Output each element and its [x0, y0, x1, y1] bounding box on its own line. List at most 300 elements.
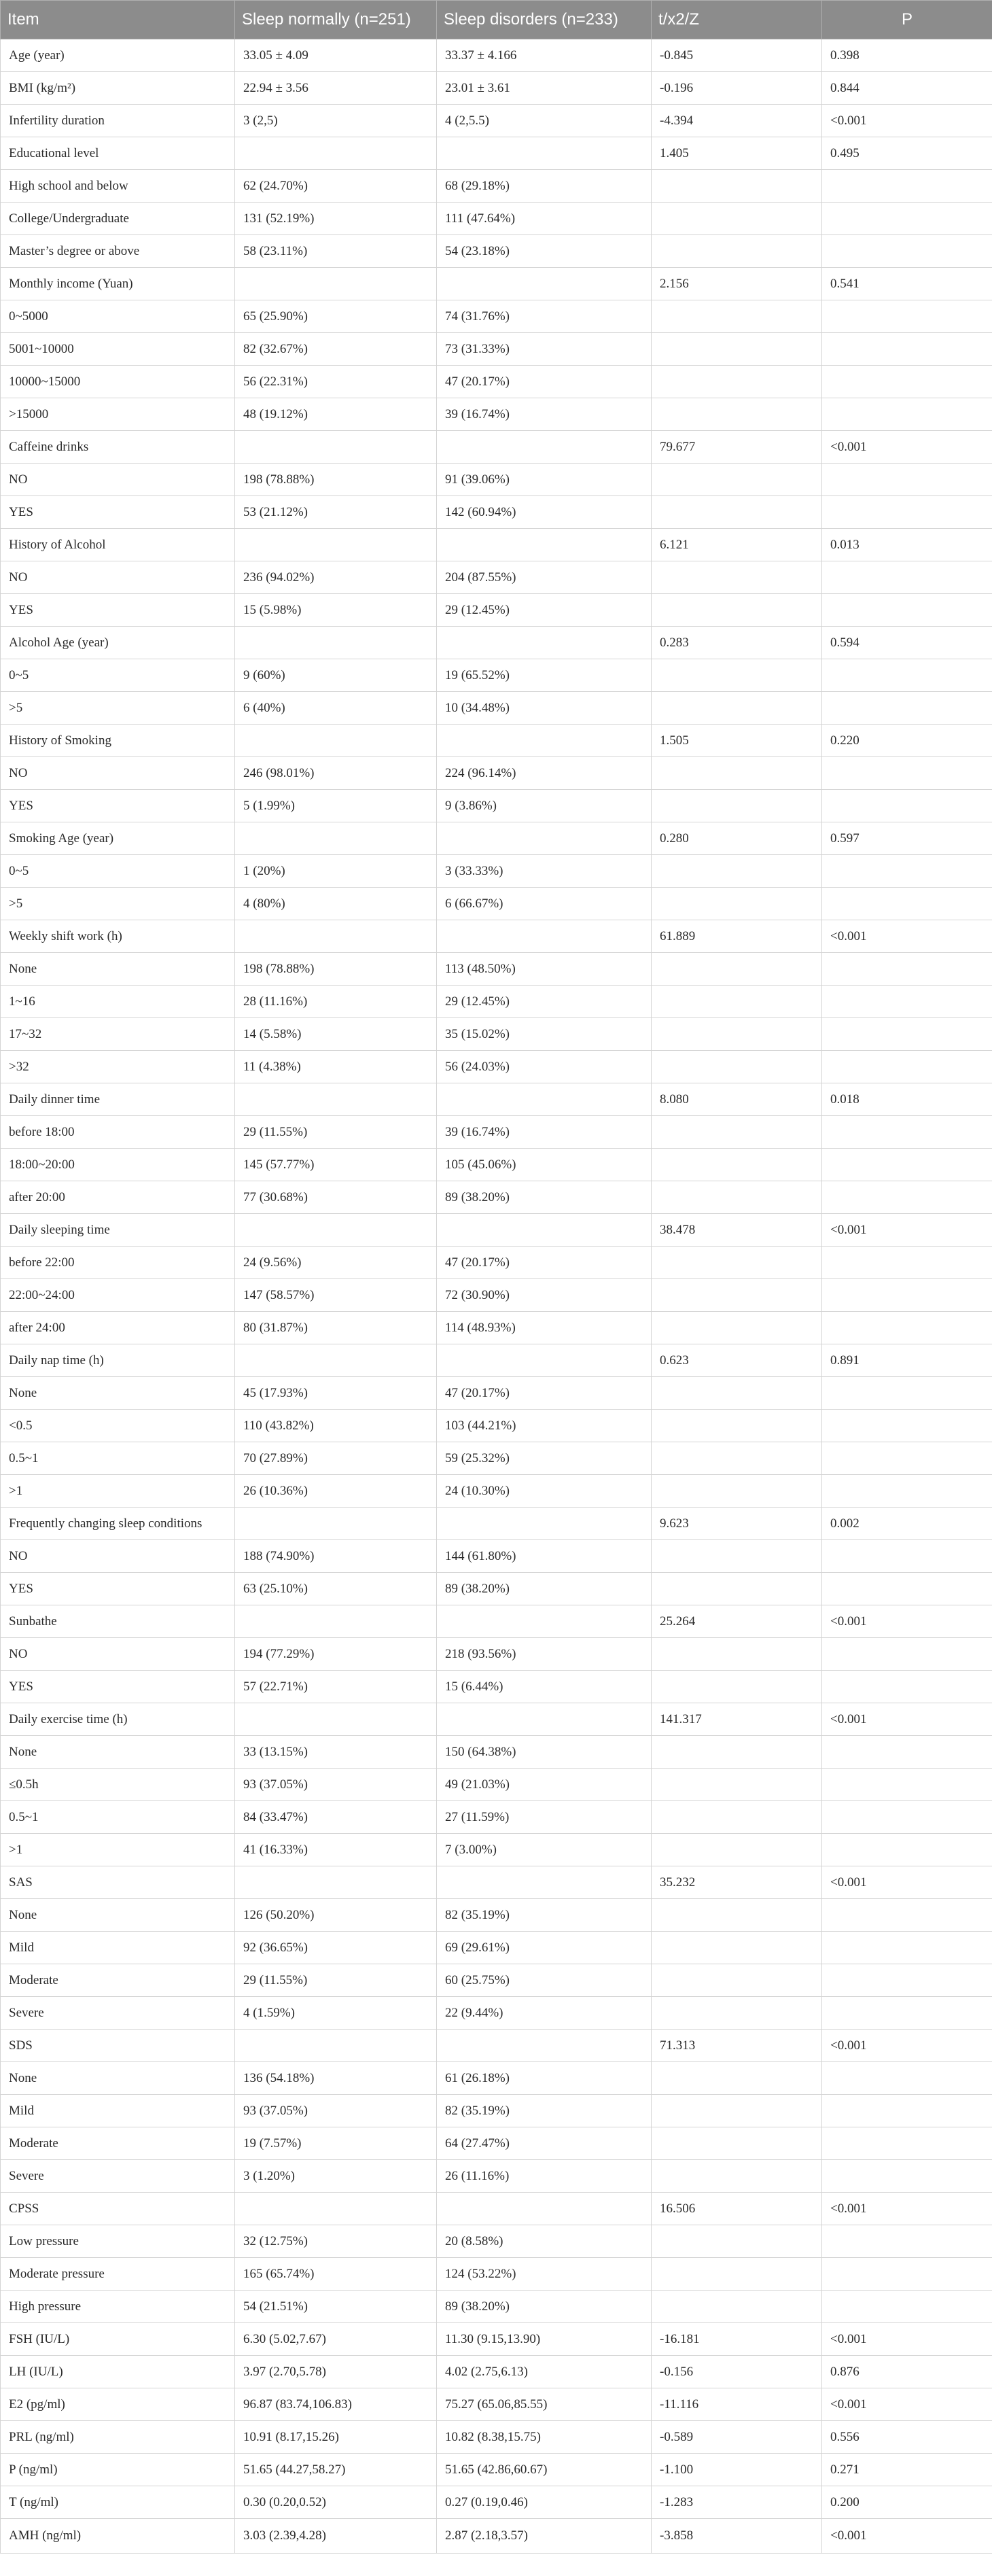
- cell-p-value: [822, 692, 992, 725]
- cell-p-value: [822, 1964, 992, 1997]
- cell-statistic: [652, 1540, 822, 1573]
- cell-statistic: 35.232: [652, 1866, 822, 1899]
- cell-item: Weekly shift work (h): [1, 920, 235, 953]
- cell-item: YES: [1, 790, 235, 822]
- header-sleep-normally: Sleep normally (n=251): [235, 1, 437, 39]
- cell-sleep-disorders: 22 (9.44%): [437, 1997, 652, 2030]
- cell-sleep-disorders: 204 (87.55%): [437, 561, 652, 594]
- table-body: [1, 39, 992, 2554]
- cell-sleep-disorders: 15 (6.44%): [437, 1671, 652, 1703]
- cell-statistic: [652, 855, 822, 888]
- cell-sleep-normally: 45 (17.93%): [235, 1377, 437, 1410]
- cell-item: Caffeine drinks: [1, 431, 235, 464]
- cell-sleep-normally: 84 (33.47%): [235, 1801, 437, 1834]
- cell-p-value: [822, 1769, 992, 1801]
- table-row: [1, 2421, 992, 2454]
- cell-sleep-disorders: 73 (31.33%): [437, 333, 652, 366]
- cell-p-value: 0.876: [822, 2356, 992, 2388]
- cell-sleep-normally: 110 (43.82%): [235, 1410, 437, 1442]
- table-row: [1, 1279, 992, 1312]
- cell-sleep-disorders: [437, 2030, 652, 2062]
- cell-sleep-normally: [235, 1214, 437, 1247]
- cell-p-value: [822, 757, 992, 790]
- cell-sleep-disorders: 218 (93.56%): [437, 1638, 652, 1671]
- cell-statistic: [652, 1801, 822, 1834]
- cell-item: PRL (ng/ml): [1, 2421, 235, 2454]
- cell-p-value: [822, 1149, 992, 1181]
- cell-sleep-normally: 29 (11.55%): [235, 1116, 437, 1149]
- table-row: [1, 1051, 992, 1083]
- table-row: [1, 986, 992, 1018]
- cell-sleep-normally: 26 (10.36%): [235, 1475, 437, 1508]
- cell-sleep-disorders: 47 (20.17%): [437, 366, 652, 398]
- cell-p-value: [822, 170, 992, 203]
- table-row: [1, 1671, 992, 1703]
- cell-sleep-normally: 10.91 (8.17,15.26): [235, 2421, 437, 2454]
- cell-sleep-disorders: [437, 920, 652, 953]
- table-row: [1, 2193, 992, 2225]
- table-row: [1, 1508, 992, 1540]
- cell-item: YES: [1, 1671, 235, 1703]
- table-row: [1, 1442, 992, 1475]
- cell-sleep-disorders: 20 (8.58%): [437, 2225, 652, 2258]
- table-row: [1, 1475, 992, 1508]
- cell-sleep-normally: 22.94 ± 3.56: [235, 72, 437, 105]
- cell-statistic: -11.116: [652, 2388, 822, 2421]
- cell-sleep-normally: 77 (30.68%): [235, 1181, 437, 1214]
- cell-item: College/Undergraduate: [1, 203, 235, 235]
- cell-sleep-normally: 14 (5.58%): [235, 1018, 437, 1051]
- cell-item: YES: [1, 594, 235, 627]
- cell-item: BMI (kg/m²): [1, 72, 235, 105]
- cell-item: before 22:00: [1, 1247, 235, 1279]
- table-row: [1, 1149, 992, 1181]
- cell-sleep-normally: 19 (7.57%): [235, 2127, 437, 2160]
- table-row: [1, 1703, 992, 1736]
- cell-sleep-disorders: 124 (53.22%): [437, 2258, 652, 2291]
- table-row: [1, 137, 992, 170]
- cell-item: NO: [1, 1540, 235, 1573]
- cell-item: FSH (IU/L): [1, 2323, 235, 2356]
- cell-sleep-disorders: 47 (20.17%): [437, 1377, 652, 1410]
- cell-sleep-normally: 32 (12.75%): [235, 2225, 437, 2258]
- cell-sleep-normally: 51.65 (44.27,58.27): [235, 2454, 437, 2486]
- cell-sleep-disorders: 61 (26.18%): [437, 2062, 652, 2095]
- table-row: [1, 300, 992, 333]
- table-row: [1, 920, 992, 953]
- cell-p-value: <0.001: [822, 1866, 992, 1899]
- table-row: [1, 1247, 992, 1279]
- header-p-value: P: [822, 1, 992, 39]
- cell-statistic: [652, 1769, 822, 1801]
- cell-sleep-disorders: 69 (29.61%): [437, 1932, 652, 1964]
- cell-statistic: [652, 1638, 822, 1671]
- cell-sleep-disorders: 103 (44.21%): [437, 1410, 652, 1442]
- cell-statistic: 16.506: [652, 2193, 822, 2225]
- cell-item: 17~32: [1, 1018, 235, 1051]
- table-row: [1, 2030, 992, 2062]
- cell-sleep-normally: [235, 2193, 437, 2225]
- cell-item: <0.5: [1, 1410, 235, 1442]
- cell-statistic: -3.858: [652, 2519, 822, 2554]
- cell-sleep-disorders: 150 (64.38%): [437, 1736, 652, 1769]
- cell-statistic: [652, 1834, 822, 1866]
- cell-sleep-normally: 93 (37.05%): [235, 2095, 437, 2127]
- cell-item: YES: [1, 496, 235, 529]
- cell-item: T (ng/ml): [1, 2486, 235, 2519]
- cell-item: YES: [1, 1573, 235, 1605]
- cell-p-value: 0.891: [822, 1344, 992, 1377]
- cell-p-value: [822, 1279, 992, 1312]
- cell-statistic: -0.196: [652, 72, 822, 105]
- cell-item: None: [1, 1899, 235, 1932]
- table-row: [1, 72, 992, 105]
- cell-sleep-disorders: [437, 1344, 652, 1377]
- cell-sleep-disorders: [437, 1703, 652, 1736]
- cell-statistic: [652, 1051, 822, 1083]
- cell-p-value: <0.001: [822, 1214, 992, 1247]
- cell-sleep-disorders: 82 (35.19%): [437, 1899, 652, 1932]
- cell-item: 10000~15000: [1, 366, 235, 398]
- cell-sleep-disorders: 142 (60.94%): [437, 496, 652, 529]
- cell-statistic: [652, 659, 822, 692]
- cell-statistic: -4.394: [652, 105, 822, 137]
- table-row: [1, 1736, 992, 1769]
- table-row: [1, 1997, 992, 2030]
- cell-sleep-disorders: 89 (38.20%): [437, 1181, 652, 1214]
- cell-item: >5: [1, 888, 235, 920]
- cell-sleep-normally: 15 (5.98%): [235, 594, 437, 627]
- cell-p-value: [822, 1312, 992, 1344]
- cell-sleep-disorders: 89 (38.20%): [437, 2291, 652, 2323]
- table-row: [1, 496, 992, 529]
- table-row: [1, 1344, 992, 1377]
- cell-p-value: [822, 1671, 992, 1703]
- cell-p-value: [822, 2291, 992, 2323]
- cell-sleep-disorders: 23.01 ± 3.61: [437, 72, 652, 105]
- cell-sleep-normally: 70 (27.89%): [235, 1442, 437, 1475]
- cell-item: Mild: [1, 1932, 235, 1964]
- cell-p-value: [822, 855, 992, 888]
- cell-sleep-disorders: 2.87 (2.18,3.57): [437, 2519, 652, 2554]
- cell-sleep-disorders: 51.65 (42.86,60.67): [437, 2454, 652, 2486]
- cell-p-value: [822, 1899, 992, 1932]
- cell-sleep-normally: 33.05 ± 4.09: [235, 39, 437, 72]
- table-row: [1, 2323, 992, 2356]
- cell-item: High school and below: [1, 170, 235, 203]
- cell-item: 0~5: [1, 659, 235, 692]
- table-row: [1, 1801, 992, 1834]
- cell-item: 0~5: [1, 855, 235, 888]
- cell-sleep-normally: 3.03 (2.39,4.28): [235, 2519, 437, 2554]
- header-sleep-disorders: Sleep disorders (n=233): [437, 1, 652, 39]
- table-row: [1, 561, 992, 594]
- cell-p-value: 0.495: [822, 137, 992, 170]
- cell-p-value: 0.597: [822, 822, 992, 855]
- cell-sleep-normally: 236 (94.02%): [235, 561, 437, 594]
- cell-p-value: [822, 1736, 992, 1769]
- cell-statistic: [652, 1899, 822, 1932]
- cell-statistic: [652, 561, 822, 594]
- cell-p-value: [822, 2095, 992, 2127]
- cell-statistic: [652, 1116, 822, 1149]
- table-row: [1, 2486, 992, 2519]
- cell-sleep-normally: 3 (1.20%): [235, 2160, 437, 2193]
- table-row: [1, 1964, 992, 1997]
- table-row: [1, 692, 992, 725]
- cell-sleep-normally: [235, 1344, 437, 1377]
- cell-p-value: [822, 953, 992, 986]
- cell-sleep-disorders: 26 (11.16%): [437, 2160, 652, 2193]
- cell-item: Severe: [1, 1997, 235, 2030]
- cell-sleep-normally: 198 (78.88%): [235, 464, 437, 496]
- table-row: [1, 1116, 992, 1149]
- cell-sleep-normally: [235, 822, 437, 855]
- cell-item: Monthly income (Yuan): [1, 268, 235, 300]
- cell-sleep-normally: 28 (11.16%): [235, 986, 437, 1018]
- cell-sleep-normally: 9 (60%): [235, 659, 437, 692]
- cell-sleep-normally: [235, 920, 437, 953]
- cell-sleep-disorders: 4.02 (2.75,6.13): [437, 2356, 652, 2388]
- cell-sleep-disorders: 39 (16.74%): [437, 1116, 652, 1149]
- cell-p-value: [822, 235, 992, 268]
- table-row: [1, 431, 992, 464]
- cell-sleep-disorders: 105 (45.06%): [437, 1149, 652, 1181]
- cell-item: SDS: [1, 2030, 235, 2062]
- cell-p-value: [822, 2062, 992, 2095]
- table-row: [1, 725, 992, 757]
- cell-p-value: [822, 1442, 992, 1475]
- table-row: [1, 268, 992, 300]
- cell-statistic: [652, 1997, 822, 2030]
- cell-sleep-normally: 147 (58.57%): [235, 1279, 437, 1312]
- table-row: [1, 1834, 992, 1866]
- cell-statistic: [652, 464, 822, 496]
- table-row: [1, 398, 992, 431]
- cell-item: >32: [1, 1051, 235, 1083]
- table-row: [1, 333, 992, 366]
- cell-sleep-normally: 198 (78.88%): [235, 953, 437, 986]
- cell-sleep-normally: 54 (21.51%): [235, 2291, 437, 2323]
- cell-sleep-disorders: 27 (11.59%): [437, 1801, 652, 1834]
- cell-item: Daily dinner time: [1, 1083, 235, 1116]
- cell-sleep-normally: 246 (98.01%): [235, 757, 437, 790]
- cell-sleep-disorders: [437, 137, 652, 170]
- cell-item: Severe: [1, 2160, 235, 2193]
- cell-p-value: [822, 1997, 992, 2030]
- cell-sleep-normally: 6.30 (5.02,7.67): [235, 2323, 437, 2356]
- cell-statistic: 61.889: [652, 920, 822, 953]
- cell-sleep-disorders: [437, 725, 652, 757]
- cell-sleep-disorders: 29 (12.45%): [437, 594, 652, 627]
- cell-sleep-disorders: 39 (16.74%): [437, 398, 652, 431]
- cell-item: Frequently changing sleep conditions: [1, 1508, 235, 1540]
- table-row: [1, 170, 992, 203]
- table-row: [1, 953, 992, 986]
- cell-item: before 18:00: [1, 1116, 235, 1149]
- table-row: [1, 2519, 992, 2554]
- cell-sleep-disorders: [437, 1605, 652, 1638]
- table-row: [1, 888, 992, 920]
- cell-sleep-disorders: 224 (96.14%): [437, 757, 652, 790]
- table-row: [1, 39, 992, 72]
- cell-item: 18:00~20:00: [1, 1149, 235, 1181]
- cell-sleep-normally: 29 (11.55%): [235, 1964, 437, 1997]
- cell-p-value: [822, 1932, 992, 1964]
- cell-sleep-disorders: 114 (48.93%): [437, 1312, 652, 1344]
- cell-item: None: [1, 2062, 235, 2095]
- cell-statistic: 0.623: [652, 1344, 822, 1377]
- cell-sleep-disorders: [437, 627, 652, 659]
- cell-sleep-disorders: 10 (34.48%): [437, 692, 652, 725]
- table-row: [1, 1377, 992, 1410]
- cell-statistic: 1.405: [652, 137, 822, 170]
- cell-p-value: [822, 366, 992, 398]
- cell-statistic: [652, 496, 822, 529]
- cell-item: Smoking Age (year): [1, 822, 235, 855]
- cell-item: after 20:00: [1, 1181, 235, 1214]
- cell-sleep-normally: 48 (19.12%): [235, 398, 437, 431]
- cell-p-value: <0.001: [822, 2388, 992, 2421]
- cell-statistic: 25.264: [652, 1605, 822, 1638]
- cell-sleep-normally: 33 (13.15%): [235, 1736, 437, 1769]
- cell-item: Daily nap time (h): [1, 1344, 235, 1377]
- cell-item: LH (IU/L): [1, 2356, 235, 2388]
- table-row: [1, 464, 992, 496]
- table-row: [1, 1018, 992, 1051]
- cell-p-value: 0.271: [822, 2454, 992, 2486]
- cell-p-value: [822, 790, 992, 822]
- cell-sleep-normally: [235, 1605, 437, 1638]
- cell-sleep-normally: [235, 529, 437, 561]
- cell-sleep-disorders: 19 (65.52%): [437, 659, 652, 692]
- cell-statistic: 1.505: [652, 725, 822, 757]
- cell-statistic: -0.589: [652, 2421, 822, 2454]
- cell-statistic: -16.181: [652, 2323, 822, 2356]
- cell-p-value: [822, 1801, 992, 1834]
- cell-sleep-normally: 4 (80%): [235, 888, 437, 920]
- cell-sleep-normally: 5 (1.99%): [235, 790, 437, 822]
- cell-statistic: 6.121: [652, 529, 822, 561]
- cell-statistic: 0.280: [652, 822, 822, 855]
- cell-item: P (ng/ml): [1, 2454, 235, 2486]
- cell-sleep-normally: 6 (40%): [235, 692, 437, 725]
- cell-item: >1: [1, 1475, 235, 1508]
- cell-item: History of Smoking: [1, 725, 235, 757]
- cell-sleep-normally: 96.87 (83.74,106.83): [235, 2388, 437, 2421]
- cell-statistic: [652, 1149, 822, 1181]
- cell-p-value: 0.018: [822, 1083, 992, 1116]
- table-header: [1, 1, 992, 39]
- cell-sleep-disorders: 64 (27.47%): [437, 2127, 652, 2160]
- cell-sleep-normally: 80 (31.87%): [235, 1312, 437, 1344]
- cell-statistic: [652, 2225, 822, 2258]
- cell-sleep-disorders: 91 (39.06%): [437, 464, 652, 496]
- header-statistic: t/x2/Z: [652, 1, 822, 39]
- cell-statistic: [652, 2095, 822, 2127]
- cell-item: Infertility duration: [1, 105, 235, 137]
- cell-statistic: [652, 888, 822, 920]
- cell-sleep-disorders: [437, 1214, 652, 1247]
- cell-statistic: [652, 1279, 822, 1312]
- cell-sleep-disorders: 49 (21.03%): [437, 1769, 652, 1801]
- cell-statistic: [652, 1964, 822, 1997]
- cell-p-value: [822, 203, 992, 235]
- table-row: [1, 2095, 992, 2127]
- table-row: [1, 1573, 992, 1605]
- cell-p-value: [822, 1410, 992, 1442]
- cell-sleep-normally: 53 (21.12%): [235, 496, 437, 529]
- cell-p-value: 0.594: [822, 627, 992, 659]
- cell-sleep-normally: 0.30 (0.20,0.52): [235, 2486, 437, 2519]
- cell-item: 0.5~1: [1, 1442, 235, 1475]
- cell-item: Age (year): [1, 39, 235, 72]
- cell-sleep-disorders: 59 (25.32%): [437, 1442, 652, 1475]
- table-row: [1, 203, 992, 235]
- cell-item: None: [1, 1736, 235, 1769]
- cell-item: SAS: [1, 1866, 235, 1899]
- cell-statistic: [652, 1442, 822, 1475]
- cell-p-value: <0.001: [822, 2030, 992, 2062]
- cell-item: >1: [1, 1834, 235, 1866]
- cell-statistic: [652, 366, 822, 398]
- cell-item: None: [1, 1377, 235, 1410]
- table-row: [1, 2225, 992, 2258]
- cell-p-value: [822, 1638, 992, 1671]
- table-row: [1, 822, 992, 855]
- cell-sleep-normally: 63 (25.10%): [235, 1573, 437, 1605]
- header-item: Item: [1, 1, 235, 39]
- cell-p-value: <0.001: [822, 2193, 992, 2225]
- cell-statistic: [652, 398, 822, 431]
- table-row: [1, 235, 992, 268]
- cell-p-value: [822, 1247, 992, 1279]
- cell-item: AMH (ng/ml): [1, 2519, 235, 2554]
- cell-p-value: <0.001: [822, 920, 992, 953]
- cell-item: NO: [1, 561, 235, 594]
- cell-item: Moderate pressure: [1, 2258, 235, 2291]
- cell-statistic: -0.156: [652, 2356, 822, 2388]
- cell-sleep-normally: [235, 1508, 437, 1540]
- table-row: [1, 1899, 992, 1932]
- cell-statistic: [652, 2127, 822, 2160]
- cell-sleep-disorders: 144 (61.80%): [437, 1540, 652, 1573]
- cell-sleep-disorders: 3 (33.33%): [437, 855, 652, 888]
- cell-p-value: [822, 1573, 992, 1605]
- cell-p-value: <0.001: [822, 2323, 992, 2356]
- cell-sleep-disorders: [437, 2193, 652, 2225]
- cell-item: Educational level: [1, 137, 235, 170]
- cell-sleep-disorders: [437, 1508, 652, 1540]
- cell-statistic: [652, 235, 822, 268]
- cell-sleep-disorders: 56 (24.03%): [437, 1051, 652, 1083]
- cell-statistic: [652, 692, 822, 725]
- cell-p-value: 0.002: [822, 1508, 992, 1540]
- cell-sleep-normally: [235, 137, 437, 170]
- cell-sleep-normally: [235, 1703, 437, 1736]
- table-row: [1, 2356, 992, 2388]
- cell-p-value: [822, 659, 992, 692]
- cell-sleep-disorders: [437, 268, 652, 300]
- table-row: [1, 2258, 992, 2291]
- cell-p-value: 0.844: [822, 72, 992, 105]
- cell-sleep-normally: 57 (22.71%): [235, 1671, 437, 1703]
- cell-sleep-disorders: 72 (30.90%): [437, 1279, 652, 1312]
- cell-p-value: 0.541: [822, 268, 992, 300]
- cell-item: >5: [1, 692, 235, 725]
- table-row: [1, 2062, 992, 2095]
- cell-statistic: [652, 300, 822, 333]
